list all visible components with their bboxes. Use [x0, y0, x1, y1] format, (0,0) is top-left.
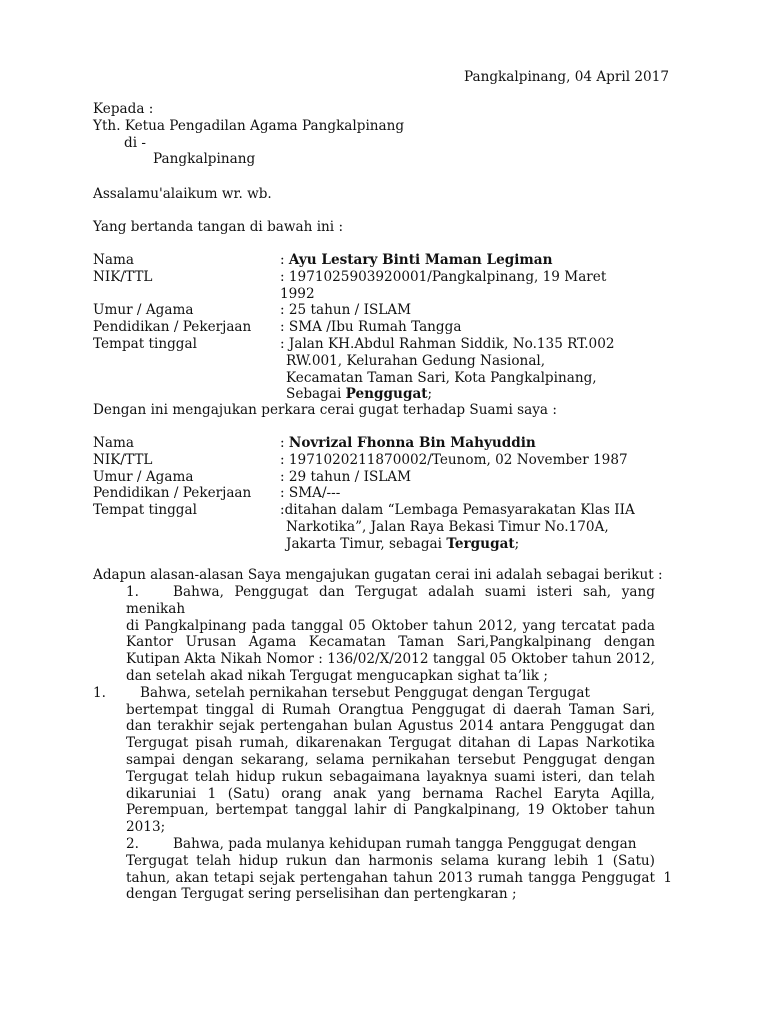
place-date: Pangkalpinang, 04 April 2017 [463, 69, 669, 85]
address-to: Kepada : [93, 101, 154, 117]
address-recipient: Yth. Ketua Pengadilan Agama Pangkalpinang [93, 117, 405, 134]
plaintiff-age: 25 tahun / ISLAM [288, 302, 412, 319]
plaintiff-nik-row: NIK/TTL : 1971025903920001/Pangkalpinang, 19 Maret 1992 [93, 268, 607, 302]
defendant-nik-row: NIK/TTL : 1971020211870002/Teunom, 02 November 1987 [93, 451, 628, 468]
defendant-address-row: Tempat tinggal :ditahan dalam “Lembaga Pemasyarakatan Klas IIA Narkotika”, Jalan Raya Bekasi Timur No.170A, Jakarta Timur, sebagai Tergugat; [93, 502, 640, 552]
intro-text: Yang bertanda tangan di bawah ini : [93, 219, 344, 235]
defendant-name-row: Nama : Novrizal Fhonna Bin Mahyuddin [93, 435, 536, 451]
reason-number: 1. [126, 584, 139, 600]
field-label: Tempat tinggal [93, 502, 197, 519]
plaintiff-age-row: Umur / Agama : 25 tahun / ISLAM [93, 302, 412, 319]
reason-item [93, 584, 655, 685]
address-di: di - [124, 134, 146, 151]
plaintiff-name: Ayu Lestary Binti Maman Legiman [288, 252, 553, 268]
defendant-identity [93, 435, 640, 553]
defendant-address-line: Narkotika”, Jalan Raya Bekasi Timur No.170A, [286, 518, 609, 535]
plaintiff-address-line: RW.001, Kelurahan Gedung Nasional, [286, 352, 546, 369]
page-number: 1 [663, 870, 672, 886]
defendant-address-line: :ditahan dalam “Lembaga Pemasyarakatan Klas IIA [280, 502, 635, 519]
reason-text: bertempat tinggal di Rumah Orangtua Penggugat di daerah Taman Sari, dan terakhir sejak pertengahan bulan Agustus 2014 antara Penggugat dan Tergugat pisah rumah, dikarenakan Tergugat ditahan di Lapas Narkotika sampai dengan sekarang, selama pernikahan tersebut Penggugat dengan Tergugat telah hidup rukun sebagaimana layaknya suami isteri, dan telah dikaruniai 1 (Satu) orang anak yang bernama Rachel Earyta Aqilla, Perempuan, bertempat tanggal lahir di Pangkalpinang, 19 Oktober tahun 2013; [126, 701, 655, 836]
defendant-name: Novrizal Fhonna Bin Mahyuddin [288, 435, 536, 451]
reason-number: 2. [126, 835, 139, 852]
greeting: Assalamu'alaikum wr. wb. [93, 186, 272, 202]
field-label: Nama [93, 252, 134, 268]
reason-number: 1. [93, 684, 106, 701]
filing-intro: Dengan ini mengajukan perkara cerai gugat terhadap Suami saya : [93, 402, 557, 418]
defendant-age-row: Umur / Agama : 29 tahun / ISLAM [93, 468, 412, 485]
field-label: Pendidikan / Pekerjaan [93, 319, 252, 336]
reason-first-line: Bahwa, setelah pernikahan tersebut Penggugat dengan Tergugat [140, 684, 590, 701]
plaintiff-edu: SMA /Ibu Rumah Tangga [288, 319, 462, 336]
plaintiff-name-row: Nama : Ayu Lestary Binti Maman Legiman [93, 252, 553, 268]
field-label: NIK/TTL [93, 451, 153, 468]
defendant-age: 29 tahun / ISLAM [288, 468, 412, 485]
field-label: Nama [93, 435, 134, 451]
plaintiff-address-line: Kecamatan Taman Sari, Kota Pangkalpinang, [286, 369, 597, 386]
defendant-role: Tergugat [446, 535, 515, 552]
reasons-list [93, 584, 655, 903]
plaintiff-nik: 1971025903920001/Pangkalpinang, 19 Maret 1992 [280, 268, 607, 302]
defendant-nik: 1971020211870002/Teunom, 02 November 1987 [288, 451, 628, 468]
field-label: Umur / Agama [93, 302, 194, 319]
field-label: Umur / Agama [93, 468, 194, 485]
plaintiff-role-prefix: Sebagai [286, 386, 342, 403]
defendant-edu-row: Pendidikan / Pekerjaan : SMA/--- [93, 485, 341, 502]
plaintiff-edu-row: Pendidikan / Pekerjaan : SMA /Ibu Rumah Tangga [93, 319, 462, 336]
plaintiff-address-line: Jalan KH.Abdul Rahman Siddik, No.135 RT.002 [288, 335, 615, 352]
reason-item [93, 836, 655, 903]
reason-first-line: Bahwa, pada mulanya kehidupan rumah tangga Penggugat dengan [173, 835, 637, 852]
defendant-role-prefix: Jakarta Timur, sebagai [286, 535, 442, 552]
reason-text: Tergugat telah hidup rukun dan harmonis selama kurang lebih 1 (Satu) tahun, akan tetapi sejak pertengahan tahun 2013 rumah tangga Penggugat dengan Tergugat sering perselisihan dan pertengkaran ; [126, 852, 655, 903]
address-city: Pangkalpinang [153, 151, 256, 168]
plaintiff-address-row: Tempat tinggal : Jalan KH.Abdul Rahman Siddik, No.135 RT.002 RW.001, Kelurahan Gedung Nasional, Kecamatan Taman Sari, Kota Pangkalpinang, Sebagai Penggugat; [93, 336, 640, 403]
field-label: Tempat tinggal [93, 335, 197, 352]
reason-first-line: Bahwa, Penggugat dan Tergugat adalah suami isteri sah, yang menikah [126, 584, 655, 617]
reason-text: di Pangkalpinang pada tanggal 05 Oktober tahun 2012, yang tercatat pada Kantor Urusan Agama Kecamatan Taman Sari,Pangkalpinang dengan Kutipan Akta Nikah Nomor : 136/02/X/2012 tanggal 05 Oktober tahun 2012, dan setelah akad nikah Tergugat mengucapkan sighat ta’lik ; [126, 617, 655, 684]
reason-item [93, 685, 655, 836]
defendant-edu: SMA/--- [288, 485, 341, 502]
recipient-address [93, 101, 404, 168]
field-label: Pendidikan / Pekerjaan [93, 485, 252, 502]
field-label: NIK/TTL [93, 268, 153, 285]
plaintiff-identity [93, 252, 640, 403]
reasons-intro: Adapun alasan-alasan Saya mengajukan gugatan cerai ini adalah sebagai berikut : [93, 567, 663, 583]
plaintiff-role: Penggugat [345, 386, 428, 403]
